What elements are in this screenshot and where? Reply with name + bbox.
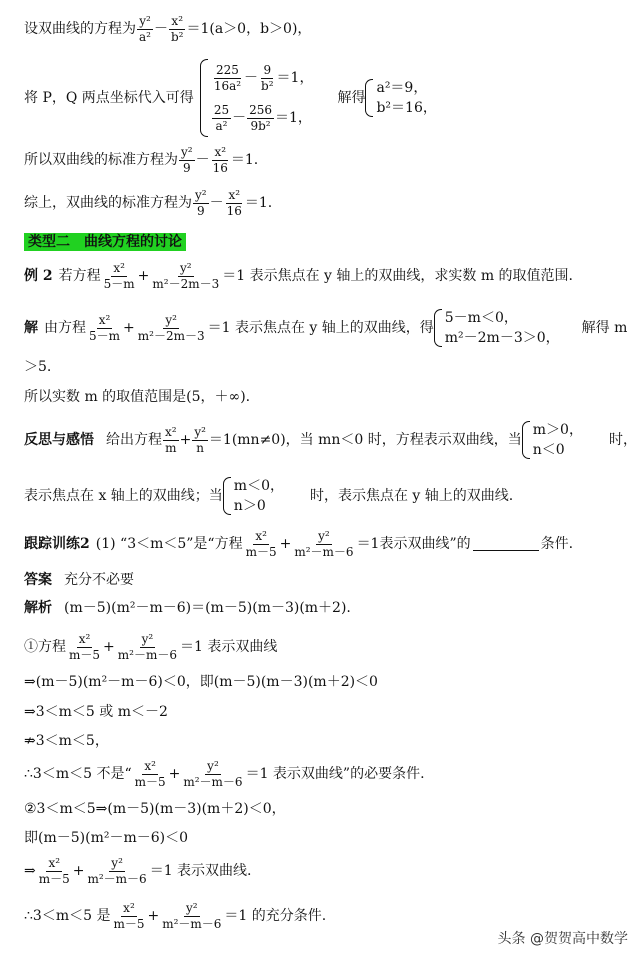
- example-2: [24, 262, 573, 290]
- answer-blank: [473, 538, 539, 551]
- text: (m－5)(m²－m－6)＝(m－5)(m－3)(m＋2).: [64, 600, 351, 616]
- fraction: [247, 104, 274, 132]
- den: 9: [182, 160, 191, 175]
- condition-system: [223, 476, 284, 516]
- den: b²: [170, 29, 184, 44]
- num: y²: [141, 632, 154, 646]
- num: x²: [113, 261, 125, 275]
- fraction: [292, 530, 355, 558]
- analysis-line: [24, 601, 351, 615]
- text: 设双曲线的方程为: [24, 21, 136, 38]
- den: m－5: [69, 647, 101, 662]
- system-rows: [376, 78, 436, 118]
- text: ②3＜m＜5⇒(m－5)(m－3)(m＋2)＜0，: [24, 801, 286, 817]
- line-standard-eq-2: [24, 189, 272, 217]
- text: 时，: [608, 432, 637, 448]
- text: ①方程: [24, 639, 66, 656]
- text: ＝1(mn≠0)，当 mn＜0 时，方程表示双曲线，当: [208, 432, 522, 448]
- num: y²: [165, 312, 177, 327]
- system-row: [211, 104, 314, 132]
- op: －: [209, 195, 224, 212]
- den: m²－m－6: [117, 647, 177, 662]
- den: m²－m－6: [87, 871, 147, 886]
- step-2-conclusion: [24, 902, 326, 930]
- fraction: [211, 146, 230, 174]
- reflection: [24, 420, 637, 460]
- op: +: [103, 639, 115, 656]
- den: 5－m: [103, 276, 135, 291]
- row: a²＝9，: [376, 80, 428, 96]
- fraction: [212, 64, 243, 92]
- num: x²: [228, 188, 241, 202]
- text: 所以双曲线的标准方程为: [24, 152, 178, 169]
- answer-line: [24, 573, 134, 587]
- den: b²: [261, 78, 274, 93]
- text: ＝1 表示焦点在 y 轴上的双曲线，得: [207, 320, 434, 336]
- text: 时，表示焦点在 y 轴上的双曲线.: [309, 488, 514, 504]
- num: x²: [144, 759, 156, 773]
- text: 解得: [337, 90, 366, 106]
- den: 16: [212, 160, 228, 175]
- system-rows: [533, 420, 583, 460]
- den: a²: [139, 29, 151, 44]
- num: x²: [98, 312, 111, 327]
- fraction: [225, 189, 244, 217]
- num: x²: [165, 424, 177, 439]
- num: x²: [123, 901, 135, 915]
- row: m²－2m－3＞0，: [444, 330, 560, 346]
- fraction: [111, 902, 146, 930]
- num: 225: [215, 62, 239, 77]
- text: 解得 m: [581, 320, 628, 336]
- den: m²－m－6: [294, 544, 354, 559]
- den: m²－2m－3: [152, 276, 220, 291]
- text: (1) “3＜m＜5”是“方程: [95, 536, 243, 553]
- system-rows: [234, 476, 284, 516]
- fraction: [67, 633, 102, 661]
- solution-cont: [24, 360, 51, 374]
- num: y²: [207, 759, 219, 773]
- step-1a: [24, 675, 378, 689]
- op: +: [72, 863, 85, 880]
- reflection-cont: [24, 476, 513, 516]
- num: y²: [139, 14, 151, 28]
- num: y²: [186, 901, 198, 915]
- solution-system: [365, 78, 436, 118]
- fraction: [181, 760, 244, 788]
- text: 即(m－5)(m²－m－6)＜0: [24, 830, 189, 846]
- row: m＞0，: [532, 422, 583, 438]
- den: m²－2m－3: [137, 328, 205, 343]
- fraction: [102, 262, 137, 290]
- num: y²: [180, 261, 192, 275]
- op: －: [244, 70, 259, 86]
- step-1-conclusion: [24, 760, 425, 788]
- text: 条件.: [540, 536, 574, 553]
- num: x²: [78, 632, 91, 646]
- den: 9: [196, 203, 205, 218]
- text: 若方程: [58, 268, 101, 285]
- exercise-2: [24, 530, 573, 558]
- row: 5－m＜0，: [444, 310, 518, 326]
- step-1: [24, 633, 277, 661]
- exercise-label: 跟踪训练2: [24, 536, 90, 553]
- text: ＝1 表示双曲线”的必要条件.: [245, 766, 425, 783]
- op: +: [168, 766, 181, 783]
- fraction: [136, 314, 207, 342]
- num: y²: [195, 188, 207, 202]
- text: ⇒(m－5)(m²－m－6)＜0，即(m－5)(m－3)(m＋2)＜0: [24, 674, 378, 690]
- text: 将 P，Q 两点坐标代入可得: [24, 90, 194, 106]
- den: m－5: [113, 916, 145, 931]
- system-rows: [211, 58, 314, 138]
- watermark: 头条 @贺贺高中数学: [497, 931, 628, 947]
- reflection-label: 反思与感悟: [24, 432, 94, 448]
- text: 给出方程: [106, 432, 162, 448]
- den: n: [196, 440, 204, 455]
- den: 9b²: [250, 118, 271, 133]
- num: x²: [48, 856, 61, 870]
- op: －: [195, 152, 210, 169]
- section-title: 类型二 曲线方程的讨论: [24, 233, 186, 251]
- text: 综上，双曲线的标准方程为: [24, 195, 192, 212]
- brace: [223, 477, 231, 515]
- text: ＝1.: [244, 195, 273, 212]
- answer-text: 充分不必要: [64, 572, 134, 588]
- eq: ＝1，: [275, 110, 312, 126]
- op: －: [232, 110, 247, 126]
- row: n＞0: [233, 498, 266, 514]
- op: +: [147, 908, 160, 925]
- line-hyperbola-assumption: [24, 15, 311, 43]
- fraction: [163, 426, 179, 454]
- system-row: [211, 64, 314, 92]
- text: ＝1.: [230, 152, 259, 169]
- op: +: [179, 432, 192, 448]
- text: ∴3＜m＜5 是: [24, 908, 111, 925]
- fraction: [212, 104, 231, 132]
- step-2a: [24, 831, 188, 845]
- fraction: [160, 902, 223, 930]
- text: ＝1 表示双曲线.: [149, 863, 252, 880]
- den: 16: [226, 203, 242, 218]
- step-2b: [24, 857, 252, 885]
- num: 25: [213, 102, 230, 117]
- text: ＞5.: [24, 359, 52, 375]
- op: +: [137, 268, 150, 285]
- answer-label: 答案: [24, 572, 52, 588]
- op: －: [153, 21, 168, 38]
- num: y²: [194, 424, 206, 439]
- analysis-label: 解析: [24, 600, 52, 616]
- text: 由方程: [44, 320, 86, 336]
- op: +: [123, 320, 135, 336]
- solution-label: 解: [24, 320, 38, 336]
- num: x²: [255, 529, 267, 543]
- fraction: [244, 530, 279, 558]
- num: x²: [171, 14, 183, 28]
- num: 9: [263, 62, 272, 77]
- brace: [522, 421, 530, 459]
- text: ∴3＜m＜5 不是“: [24, 766, 132, 783]
- fraction: [137, 15, 153, 43]
- text: ⇏3＜m＜5，: [24, 733, 109, 749]
- step-2: [24, 802, 286, 816]
- fraction: [133, 760, 168, 788]
- step-1c: [24, 734, 109, 748]
- text: 所以实数 m 的取值范围是(5，＋∞).: [24, 389, 251, 405]
- den: 5－m: [89, 328, 121, 343]
- fraction: [192, 426, 208, 454]
- text: ＝1 表示焦点在 y 轴上的双曲线，求实数 m 的取值范围.: [222, 268, 574, 285]
- den: 16a²: [213, 78, 242, 93]
- text: ⇒3＜m＜5 或 m＜－2: [24, 704, 168, 720]
- brace: [434, 309, 442, 347]
- equation-system: [200, 58, 314, 138]
- den: m－5: [134, 774, 166, 789]
- solution: [24, 308, 627, 348]
- solution-range: [24, 390, 250, 404]
- row: n＜0: [532, 442, 565, 458]
- text: ＝1表示双曲线”的: [356, 536, 471, 553]
- fraction: [37, 857, 72, 885]
- den: m²－m－6: [162, 916, 222, 931]
- den: m－5: [245, 544, 277, 559]
- eq: ＝1，: [276, 70, 314, 86]
- op: +: [279, 536, 292, 553]
- num: y²: [111, 856, 123, 870]
- line-standard-eq-1: [24, 146, 258, 174]
- step-1b: [24, 705, 168, 719]
- fraction: [87, 314, 122, 342]
- den: m²－m－6: [183, 774, 243, 789]
- num: 256: [249, 102, 272, 117]
- fraction: [193, 189, 209, 217]
- den: m: [165, 440, 177, 455]
- text: ⇒: [24, 863, 36, 880]
- text: ＝1 表示双曲线: [179, 639, 278, 656]
- brace: [200, 59, 208, 137]
- brace: [365, 79, 373, 117]
- den: a²: [215, 118, 228, 133]
- line-substitution: [24, 58, 437, 138]
- text: ＝1 的充分条件.: [224, 908, 327, 925]
- system-rows: [445, 308, 560, 348]
- fraction: [150, 262, 221, 290]
- fraction: [116, 633, 179, 661]
- example-label: 例 2: [24, 268, 53, 285]
- fraction: [85, 857, 148, 885]
- num: y²: [318, 529, 330, 543]
- den: m－5: [38, 871, 70, 886]
- fraction: [169, 15, 186, 43]
- condition-system: [522, 420, 583, 460]
- num: x²: [214, 145, 227, 159]
- num: y²: [181, 145, 193, 159]
- row: b²＝16，: [376, 100, 437, 116]
- text: 表示焦点在 x 轴上的双曲线；当: [24, 488, 223, 504]
- fraction: [179, 146, 195, 174]
- row: m＜0，: [233, 478, 284, 494]
- condition-system: [434, 308, 560, 348]
- fraction: [259, 64, 276, 92]
- text: ＝1(a＞0，b＞0)，: [186, 21, 312, 38]
- section-heading: [24, 233, 186, 251]
